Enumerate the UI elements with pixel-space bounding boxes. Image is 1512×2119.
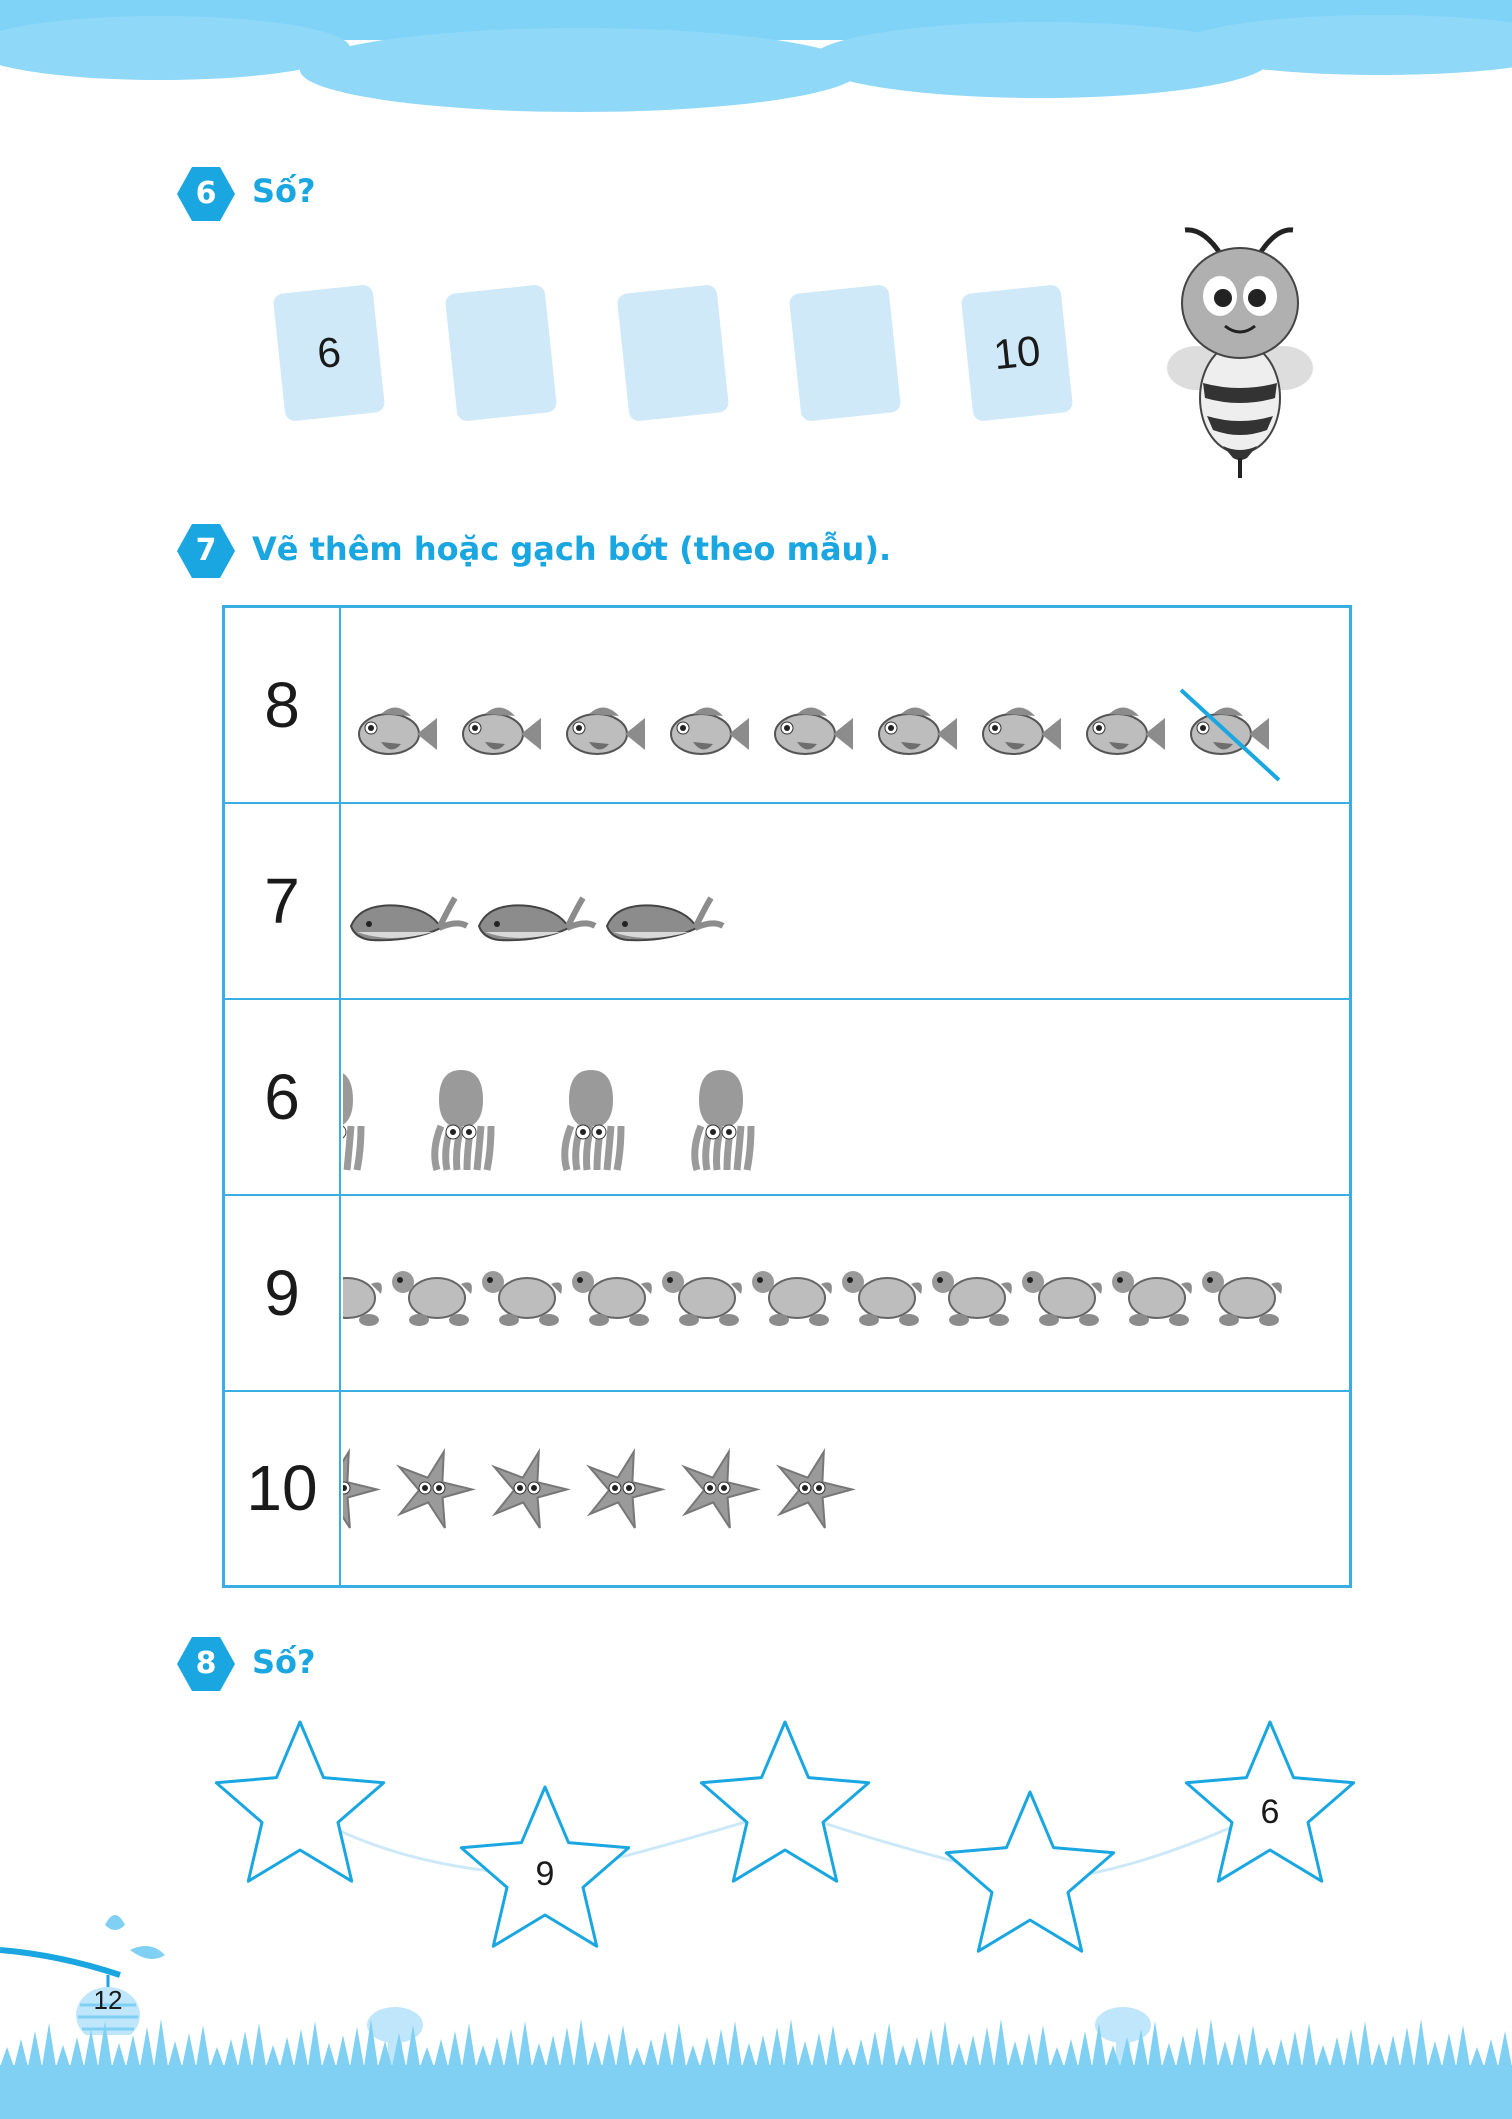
turtle-icon	[343, 1271, 382, 1326]
fish-icon	[1087, 707, 1165, 754]
fish-icon	[359, 707, 437, 754]
turtle-icon	[842, 1271, 922, 1326]
squid-icon	[565, 1070, 621, 1170]
squid-icon	[695, 1070, 751, 1170]
starfish-icon	[399, 1452, 472, 1528]
number-card-1: 6	[273, 284, 386, 422]
grass-footer	[0, 2005, 1512, 2119]
starfish-icon	[343, 1452, 377, 1528]
fish-icon	[775, 707, 853, 754]
star-shape-4	[946, 1792, 1113, 1951]
turtle-icon	[932, 1271, 1012, 1326]
turtle-icon	[392, 1271, 472, 1326]
exercise-7-number: 7	[195, 533, 217, 568]
starfish-row[interactable]	[343, 1392, 1349, 1585]
exercise-8-number: 8	[195, 1646, 217, 1681]
number-card-5: 10	[961, 284, 1074, 422]
turtle-icon	[752, 1271, 832, 1326]
fish-icon	[1181, 690, 1279, 780]
turtle-icon	[662, 1271, 742, 1326]
turtle-icon	[572, 1271, 652, 1326]
fish-row[interactable]	[343, 608, 1349, 802]
whale-row[interactable]	[343, 804, 1349, 998]
counting-table	[222, 605, 1352, 1588]
stars-layer	[200, 1710, 1380, 1970]
starfish-icon	[779, 1452, 852, 1528]
table-row-turtle	[225, 1196, 1349, 1392]
turtle-row[interactable]	[343, 1196, 1349, 1390]
fish-icon	[567, 707, 645, 754]
squid-icon	[343, 1070, 361, 1170]
fish-icon	[463, 707, 541, 754]
star-shape-3	[701, 1722, 868, 1881]
fish-icon	[671, 707, 749, 754]
starfish-icon	[494, 1452, 567, 1528]
exercise-7-title: Vẽ thêm hoặc gạch bớt (theo mẫu).	[252, 530, 892, 568]
exercise-6-number: 6	[195, 176, 217, 211]
row-number: 8	[225, 608, 341, 802]
turtle-icon	[1202, 1271, 1282, 1326]
cloud-banner	[0, 0, 1512, 120]
whale-icon	[479, 898, 595, 940]
row-number: 10	[225, 1392, 341, 1585]
table-row-fish	[225, 608, 1349, 804]
turtle-icon	[1022, 1271, 1102, 1326]
exercise-6-title: Số?	[252, 172, 316, 210]
table-row-squid	[225, 1000, 1349, 1196]
page-number: 12	[93, 1985, 123, 2015]
fish-icon	[879, 707, 957, 754]
whale-icon	[607, 898, 723, 940]
star-value-2: 9	[535, 1855, 555, 1893]
table-row-starfish	[225, 1392, 1349, 1585]
fish-icon	[983, 707, 1061, 754]
number-card-4[interactable]	[789, 284, 902, 422]
number-card-2[interactable]	[445, 284, 558, 422]
star-shape-1	[216, 1722, 383, 1881]
star-value-5: 6	[1260, 1793, 1280, 1831]
exercise-8-title: Số?	[252, 1643, 316, 1681]
row-number: 9	[225, 1196, 341, 1390]
row-number: 7	[225, 804, 341, 998]
starfish-icon	[684, 1452, 757, 1528]
starfish-icon	[589, 1452, 662, 1528]
exercise-7-badge	[175, 520, 237, 582]
squid-row[interactable]	[343, 1000, 1349, 1194]
exercise-6-badge	[175, 163, 237, 225]
number-card-3[interactable]	[617, 284, 730, 422]
row-number: 6	[225, 1000, 341, 1194]
whale-icon	[351, 898, 467, 940]
exercise-8-badge	[175, 1633, 237, 1695]
table-row-whale	[225, 804, 1349, 1000]
turtle-icon	[482, 1271, 562, 1326]
bee-icon	[1165, 218, 1315, 478]
turtle-icon	[1112, 1271, 1192, 1326]
squid-icon	[435, 1070, 491, 1170]
